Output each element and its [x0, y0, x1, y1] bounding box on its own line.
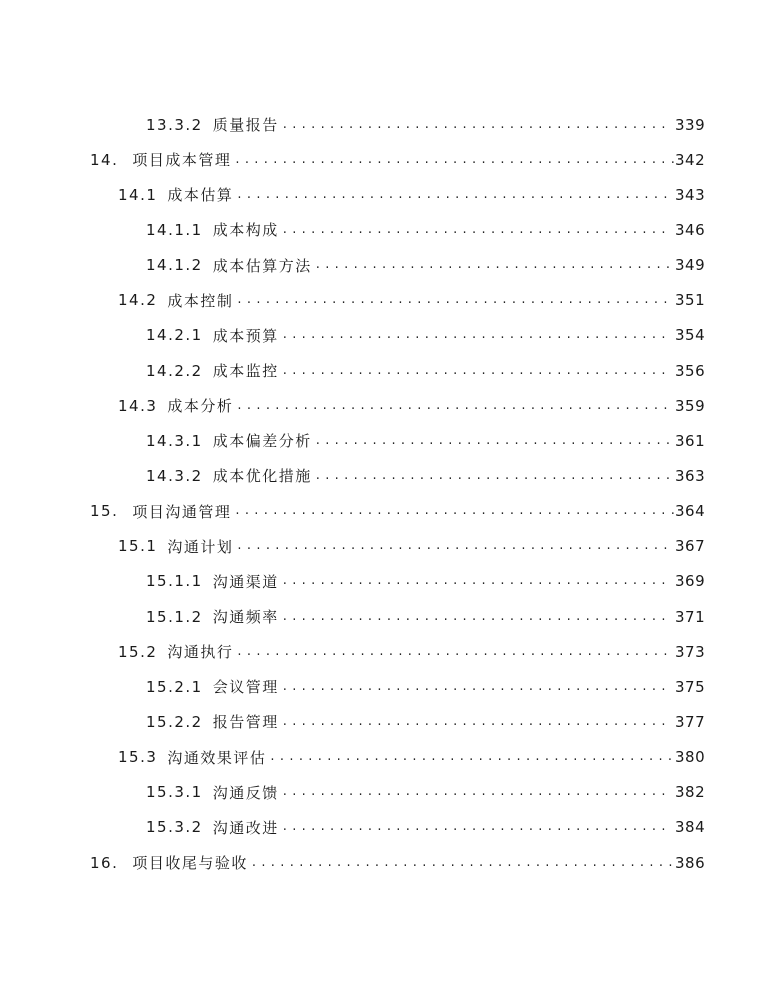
toc-dot-leader	[252, 852, 675, 870]
toc-entry-page-number: 386	[675, 853, 706, 872]
toc-entry-number: 15.2.2	[146, 712, 203, 731]
toc-entry[interactable]	[0, 353, 765, 388]
toc-entry-title: 沟通执行	[167, 643, 234, 662]
toc-entry-number: 15.	[90, 502, 119, 521]
toc-dot-leader	[283, 324, 671, 342]
toc-entry[interactable]	[0, 458, 765, 493]
toc-dot-leader	[237, 535, 671, 553]
toc-entry-number: 14.1.1	[146, 220, 203, 239]
toc-entry[interactable]	[0, 283, 765, 318]
toc-entry-title: 成本估算方法	[212, 256, 312, 275]
toc-entry-page-number: 342	[675, 150, 706, 169]
toc-entry-number: 13.3.2	[146, 115, 203, 134]
toc-entry-title: 项目成本管理	[132, 151, 232, 170]
toc-dot-leader	[283, 781, 671, 799]
toc-entry[interactable]	[0, 388, 765, 423]
toc-entry-title: 成本优化措施	[212, 467, 312, 486]
toc-dot-leader	[283, 360, 671, 378]
toc-entry-number: 14.2	[118, 291, 158, 310]
toc-entry-page-number: 382	[675, 783, 706, 802]
toc-entry-page-number: 361	[675, 431, 706, 450]
toc-entry-title: 项目沟通管理	[132, 502, 232, 521]
toc-entry-number: 15.3.2	[146, 818, 203, 837]
toc-entry-title: 报告管理	[212, 713, 279, 732]
toc-entry[interactable]	[0, 107, 765, 142]
toc-entry-title: 沟通计划	[167, 537, 234, 556]
toc-entry[interactable]	[0, 669, 765, 704]
toc-entry-page-number: 364	[675, 502, 706, 521]
toc-dot-leader	[237, 641, 671, 659]
toc-entry-page-number: 351	[675, 291, 706, 310]
toc-dot-leader	[237, 289, 671, 307]
toc-dot-leader	[283, 219, 671, 237]
toc-entry-number: 14.3.1	[146, 431, 203, 450]
toc-entry-title: 成本预算	[212, 326, 279, 345]
toc-entry[interactable]	[0, 704, 765, 739]
toc-entry[interactable]	[0, 634, 765, 669]
toc-entry-page-number: 380	[675, 748, 706, 767]
toc-entry-page-number: 349	[675, 256, 706, 275]
toc-entry-number: 14.2.1	[146, 326, 203, 345]
toc-entry-title: 成本构成	[212, 221, 279, 240]
toc-entry-page-number: 363	[675, 466, 706, 485]
toc-dot-leader	[237, 184, 671, 202]
toc-entry-page-number: 375	[675, 677, 706, 696]
toc-entry-number: 15.3.1	[146, 783, 203, 802]
toc-entry[interactable]	[0, 564, 765, 599]
toc-entry-title: 项目收尾与验收	[132, 854, 248, 873]
toc-entry-title: 会议管理	[212, 678, 279, 697]
toc-entry-title: 沟通效果评估	[167, 748, 267, 767]
toc-entry-number: 16.	[90, 853, 119, 872]
toc-entry[interactable]	[0, 318, 765, 353]
toc-entry-page-number: 369	[675, 572, 706, 591]
toc-entry[interactable]	[0, 212, 765, 247]
toc-entry-title: 沟通频率	[212, 608, 279, 627]
toc-entry-number: 14.	[90, 150, 119, 169]
toc-entry-page-number: 343	[675, 185, 706, 204]
toc-dot-leader	[235, 500, 675, 518]
toc-dot-leader	[237, 395, 671, 413]
toc-entry-number: 15.1.2	[146, 607, 203, 626]
toc-entry[interactable]	[0, 529, 765, 564]
toc-dot-leader	[316, 430, 671, 448]
toc-entry[interactable]	[0, 177, 765, 212]
toc-entry-page-number: 346	[675, 220, 706, 239]
toc-entry[interactable]	[0, 142, 765, 177]
toc-entry[interactable]	[0, 845, 765, 880]
toc-entry-page-number: 339	[675, 115, 706, 134]
toc-entry-title: 沟通改进	[212, 818, 279, 837]
toc-entry-title: 成本分析	[167, 397, 234, 416]
toc-entry-number: 14.1	[118, 185, 158, 204]
toc-dot-leader	[283, 114, 671, 132]
toc-entry-page-number: 377	[675, 712, 706, 731]
toc-entry[interactable]	[0, 248, 765, 283]
toc-entry-number: 14.2.2	[146, 361, 203, 380]
toc-entry[interactable]	[0, 599, 765, 634]
toc-entry-page-number: 359	[675, 396, 706, 415]
toc-entry-number: 15.1	[118, 537, 158, 556]
toc-entry-number: 15.1.1	[146, 572, 203, 591]
toc-dot-leader	[283, 711, 671, 729]
toc-entry-title: 质量报告	[212, 116, 279, 135]
toc-entry-page-number: 367	[675, 537, 706, 556]
toc-entry[interactable]	[0, 810, 765, 845]
toc-entry-number: 14.3	[118, 396, 158, 415]
toc-dot-leader	[270, 746, 671, 764]
toc-dot-leader	[283, 816, 671, 834]
toc-entry[interactable]	[0, 740, 765, 775]
toc-dot-leader	[316, 465, 671, 483]
toc-entry-title: 成本控制	[167, 291, 234, 310]
toc-entry-number: 14.3.2	[146, 466, 203, 485]
toc-dot-leader	[283, 570, 671, 588]
toc-entry-title: 沟通反馈	[212, 783, 279, 802]
toc-entry-page-number: 373	[675, 642, 706, 661]
toc-dot-leader	[283, 676, 671, 694]
toc-entry[interactable]	[0, 423, 765, 458]
toc-entry-page-number: 354	[675, 326, 706, 345]
table-of-contents	[0, 107, 765, 880]
toc-entry-number: 15.2.1	[146, 677, 203, 696]
toc-entry-number: 15.3	[118, 748, 158, 767]
toc-dot-leader	[235, 149, 675, 167]
toc-dot-leader	[316, 254, 671, 272]
toc-entry-title: 沟通渠道	[212, 572, 279, 591]
toc-entry-page-number: 371	[675, 607, 706, 626]
toc-entry-title: 成本偏差分析	[212, 432, 312, 451]
toc-entry[interactable]	[0, 775, 765, 810]
toc-dot-leader	[283, 606, 671, 624]
toc-entry-title: 成本估算	[167, 186, 234, 205]
toc-entry-number: 14.1.2	[146, 256, 203, 275]
toc-entry-page-number: 384	[675, 818, 706, 837]
toc-entry-title: 成本监控	[212, 362, 279, 381]
toc-entry-number: 15.2	[118, 642, 158, 661]
toc-entry[interactable]	[0, 494, 765, 529]
toc-entry-page-number: 356	[675, 361, 706, 380]
